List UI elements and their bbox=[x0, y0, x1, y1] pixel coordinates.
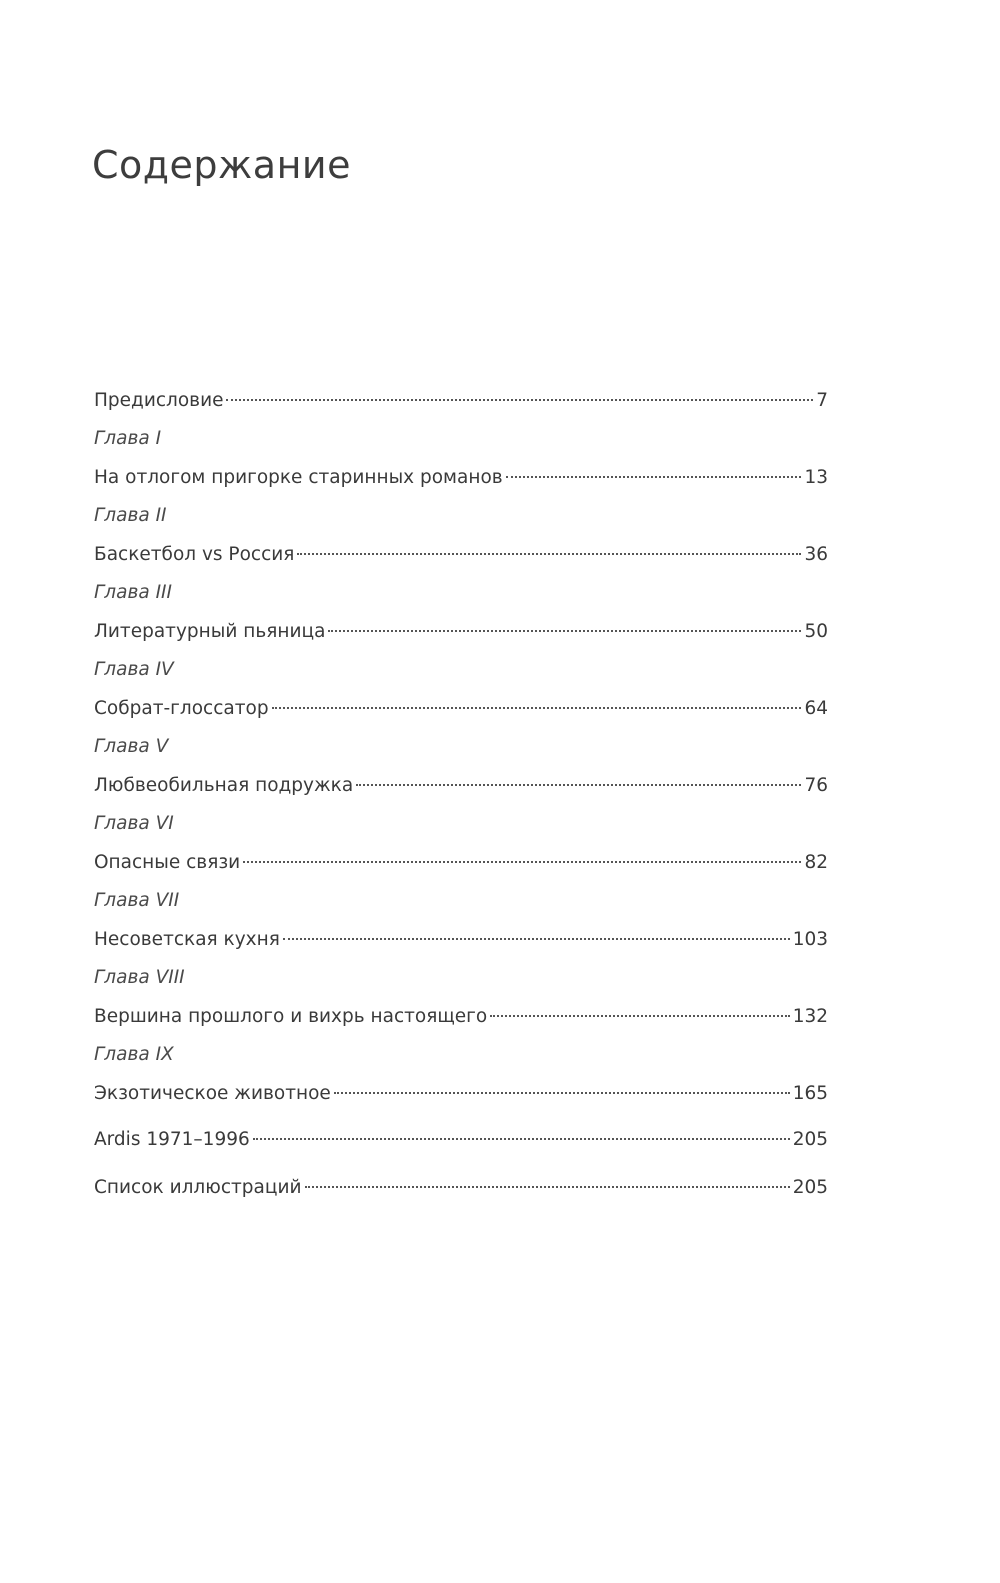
toc-entry-chapter-7[interactable] bbox=[94, 923, 828, 957]
dot-leader bbox=[297, 553, 801, 555]
toc-entry-chapter-8[interactable] bbox=[94, 1000, 828, 1034]
dot-leader bbox=[334, 1092, 790, 1094]
toc-page-number: 64 bbox=[804, 698, 828, 719]
chapter-label: Глава VIII bbox=[94, 967, 185, 988]
toc-page-number: 205 bbox=[792, 1129, 828, 1150]
toc-entry-title: На отлогом пригорке старинных романов bbox=[94, 467, 503, 488]
dot-leader bbox=[272, 707, 802, 709]
toc-page-number: 103 bbox=[792, 929, 828, 950]
toc-entry-chapter-2[interactable] bbox=[94, 538, 828, 572]
toc-entry-title: Вершина прошлого и вихрь настоящего bbox=[94, 1006, 488, 1027]
toc-entry-chapter-5[interactable] bbox=[94, 769, 828, 803]
chapter-label: Глава VII bbox=[94, 890, 180, 911]
toc-entry-preface[interactable] bbox=[94, 384, 828, 418]
toc-entry-chapter-3[interactable] bbox=[94, 615, 828, 649]
toc-entry-chapter-4[interactable] bbox=[94, 692, 828, 726]
chapter-label: Глава II bbox=[94, 505, 167, 526]
chapter-label: Глава IX bbox=[94, 1044, 174, 1065]
toc-entry-chapter-9[interactable] bbox=[94, 1077, 828, 1111]
dot-leader bbox=[328, 630, 801, 632]
toc-entry-title: Опасные связи bbox=[94, 852, 241, 873]
dot-leader bbox=[226, 399, 813, 401]
toc-entry-illustrations[interactable] bbox=[94, 1171, 828, 1205]
chapter-label: Глава III bbox=[94, 582, 172, 603]
chapter-label: Глава VI bbox=[94, 813, 174, 834]
toc-page-number: 13 bbox=[804, 467, 828, 488]
toc-page-number: 165 bbox=[792, 1083, 828, 1104]
toc-entry-title: Экзотическое животное bbox=[94, 1083, 331, 1104]
dot-leader bbox=[305, 1186, 790, 1188]
toc-page-number: 132 bbox=[792, 1006, 828, 1027]
dot-leader bbox=[490, 1015, 789, 1017]
dot-leader bbox=[253, 1138, 790, 1140]
toc-page-number: 36 bbox=[804, 544, 828, 565]
toc-entry-title: Литературный пьяница bbox=[94, 621, 326, 642]
toc-entry-title: Любвеобильная подружка bbox=[94, 775, 354, 796]
toc-entry-title: Предисловие bbox=[94, 390, 224, 411]
dot-leader bbox=[243, 861, 801, 863]
toc-entry-title: Несоветская кухня bbox=[94, 929, 280, 950]
dot-leader bbox=[283, 938, 790, 940]
toc-entry-title: Ardis 1971–1996 bbox=[94, 1129, 250, 1150]
toc-entry-title: Список иллюстраций bbox=[94, 1177, 302, 1198]
page-title: Содержание bbox=[92, 143, 351, 187]
chapter-label: Глава IV bbox=[94, 659, 174, 680]
dot-leader bbox=[506, 476, 802, 478]
toc-page-number: 7 bbox=[816, 390, 828, 411]
toc-entry-title: Собрат-глоссатор bbox=[94, 698, 269, 719]
toc-page-number: 50 bbox=[804, 621, 828, 642]
chapter-label: Глава V bbox=[94, 736, 169, 757]
toc-page-number: 76 bbox=[804, 775, 828, 796]
toc-page-number: 205 bbox=[792, 1177, 828, 1198]
dot-leader bbox=[356, 784, 801, 786]
toc-entry-chapter-1[interactable] bbox=[94, 461, 828, 495]
toc-entry-chapter-6[interactable] bbox=[94, 846, 828, 880]
toc-page-number: 82 bbox=[804, 852, 828, 873]
toc-entry-ardis[interactable] bbox=[94, 1123, 828, 1157]
toc-entry-title: Баскетбол vs Россия bbox=[94, 544, 295, 565]
chapter-label: Глава I bbox=[94, 428, 162, 449]
